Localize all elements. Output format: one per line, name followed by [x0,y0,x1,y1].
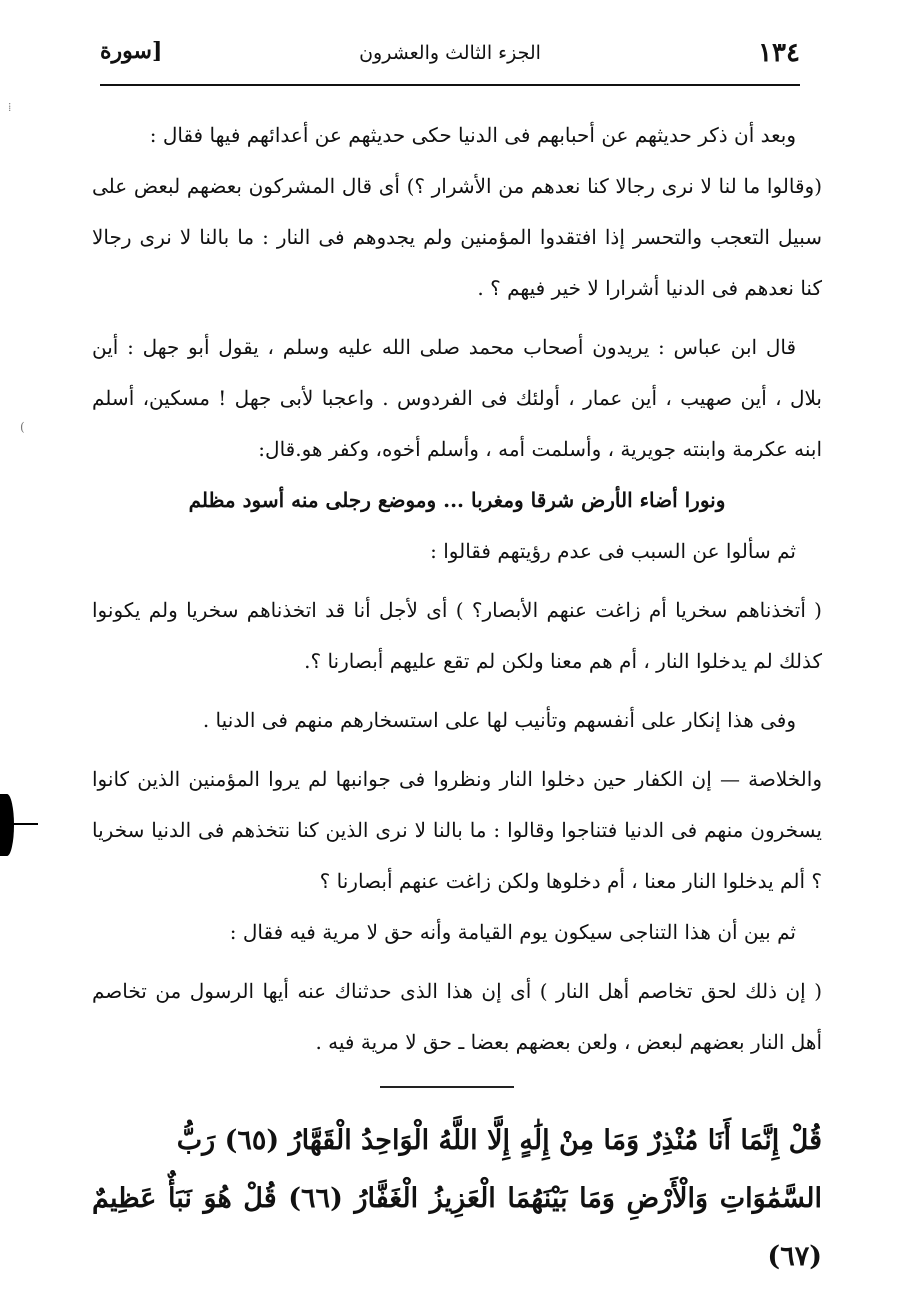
page-number: ١٣٤ [758,38,800,68]
paragraph: ( إن ذلك لحق تخاصم أهل النار ) أى إن هذا الذى حدثناك عنه أيها الرسول من تخاصم أهل النار بعضهم لبعض ، ولعن بعضهم بعضا ـ حق لا مرية فيه . [92,979,822,1054]
paragraph: وبعد أن ذكر حديثهم عن أحبابهم فى الدنيا حكى حديثهم عن أعدائهم فيها فقال : [149,123,796,147]
paragraph: قال ابن عباس : يريدون أصحاب محمد صلى الله عليه وسلم ، يقول أبو جهل : أين بلال ، أين صهيب ، أين عمار ، أولئك فى الفردوس . واعجبا لأبى جهل ! مسكين، أسلم ابنه عكرمة وابنته جويرية ، وأسلمت أمه ، وأسلم أخوه، وكفر هو.قال: [92,335,823,461]
paragraph: والخلاصة — إن الكفار حين دخلوا النار ونظروا فى جوانبها لم يروا المؤمنين الذين كانوا يسخرون منهم فى الدنيا فتناجوا وقالوا : ما بالنا لا نرى الذين كنا نتخذهم فى الدنيا سخريا ؟ ألم يدخلوا النار معنا ، أم دخلوها ولكن زاغت عنهم أبصارنا ؟ [92,767,822,893]
header-rule [100,84,800,86]
quran-verses [92,1112,822,1286]
scan-speck: ⁞ [8,100,12,114]
scan-speck: ( [20,420,25,434]
paragraph: ( أتخذناهم سخريا أم زاغت عنهم الأبصار؟ ) أى لأجل أنا قد اتخذناهم سخريا ولم يكونوا كذلك لم يدخلوا النار ، أم هم معنا ولكن لم تقع عليهم أبصارنا ؟. [92,598,822,673]
paragraph: ثم سألوا عن السبب فى عدم رؤيتهم فقالوا : [430,539,796,563]
poetry-verse: ونورا أضاء الأرض شرقا ومغربا ... وموضع رجلى منه أسود مظلم [188,488,726,512]
paragraph: وفى هذا إنكار على أنفسهم وتأنيب لها على استسخارهم منهم فى الدنيا . [202,708,796,732]
quran-line: السَّمَٰوَاتِ وَالْأَرْضِ وَمَا بَيْنَهُمَا الْعَزِيزُ الْغَفَّارُ (٦٦) قُلْ هُوَ نَبَأٌ عَظِيمٌ (٦٧) [92,1183,822,1272]
binding-mark [0,794,14,856]
section-separator [380,1086,514,1088]
sura-label: [سورة [100,38,163,64]
page-header [100,38,800,78]
running-title: الجزء الثالث والعشرون [359,42,541,64]
commentary-text [92,110,822,1068]
binding-dash [12,823,38,825]
paragraph: (وقالوا ما لنا لا نرى رجالا كنا نعدهم من الأشرار ؟) أى قال المشركون بعضهم لبعض على سبيل التعجب والتحسر إذا افتقدوا المؤمنين ولم يجدوهم فى النار : ما بالنا لا نرى رجالا كنا نعدهم فى الدنيا أشرارا لا خير فيهم ؟ . [92,174,822,300]
quran-line: قُلْ إِنَّمَا أَنَا مُنْذِرٌ وَمَا مِنْ إِلَٰهٍ إِلَّا اللَّهُ الْوَاحِدُ الْقَهَّارُ (٦٥) رَبُّ [176,1125,822,1156]
paragraph: ثم بين أن هذا التناجى سيكون يوم القيامة وأنه حق لا مرية فيه فقال : [229,920,796,944]
